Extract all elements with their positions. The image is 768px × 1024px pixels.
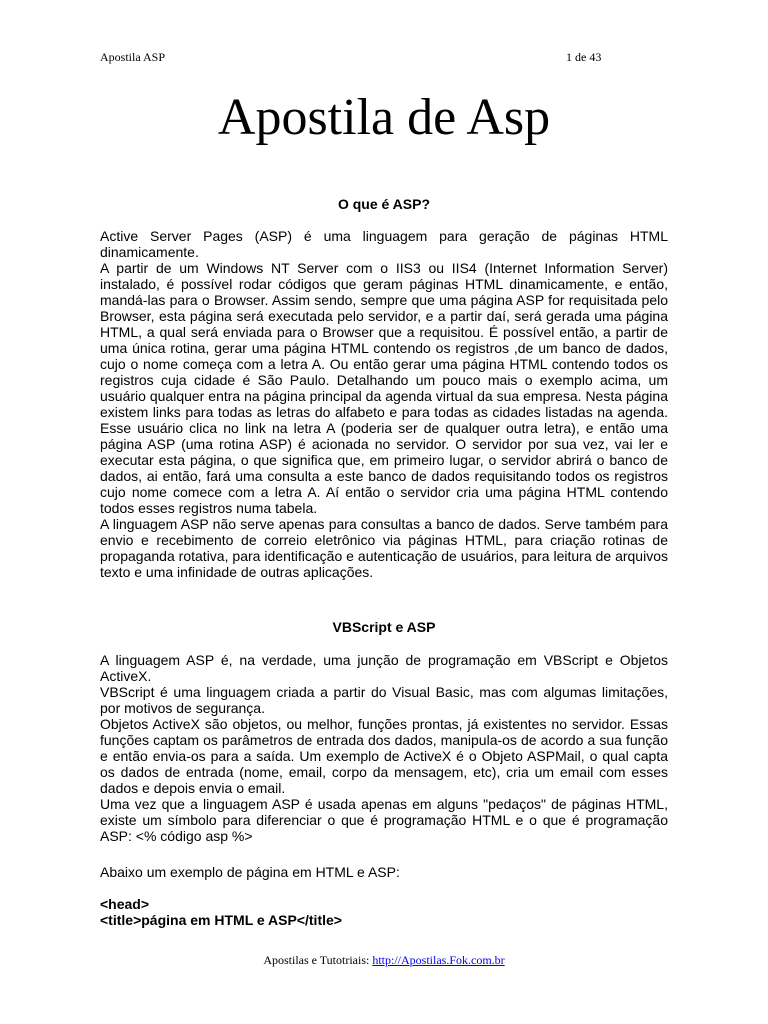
page-number: 1 de 43	[566, 50, 602, 64]
running-header-title: Apostila ASP	[100, 50, 166, 64]
paragraph: A partir de um Windows NT Server com o IIS3 ou IIS4 (Internet Information Server) instalado, é possível rodar códigos que geram páginas HTML dinamicamente, e então, mandá-las para o Browser. Assim sendo, sempre que uma página ASP for requisitada pelo Browser, esta página será executada pelo servidor, e a partir daí, será gerada uma página HTML, a qual será enviada para o Browser que a requisitou. É possível então, a partir de uma única rotina, gerar uma página HTML contendo os registros ,de um banco de dados, cujo o nome começa com a letra A. Ou então gerar uma página HTML contendo todos os registros cuja cidade é São Paulo. Detalhando um pouco mais o exemplo acima, um usuário qualquer entra na página principal da agenda virtual da sua empresa. Nesta página existem links para todas as letras do alfabeto e para todas as cidades listadas na agenda. Esse usuário clica no link na letra A (poderia ser de qualquer outra letra), e então uma página ASP (uma rotina ASP) é acionada no servidor. O servidor por sua vez, vai ler e executar esta página, o que significa que, em primeiro lugar, o servidor abrirá o banco de dados, ai então, fará uma consulta a este banco de dados requisitando todos os registros cujo nome comece com a letra A. Aí então o servidor cria uma página HTML contendo todos esses registros numa tabela.	[100, 260, 668, 516]
code-line: <head>	[100, 896, 150, 912]
paragraph: A linguagem ASP é, na verdade, uma junção de programação em VBScript e Objetos ActiveX.	[100, 652, 668, 684]
section-heading: O que é ASP?	[337, 196, 431, 212]
section-what-is-asp	[100, 196, 668, 212]
footer-text: Apostilas e Tutotriais:	[263, 953, 373, 967]
section-vbscript-asp-body	[100, 652, 668, 844]
paragraph: A linguagem ASP não serve apenas para consultas a banco de dados. Serve também para envio e recebimento de correio eletrônico via páginas HTML, para criação rotinas de propaganda rotativa, para identificação e autenticação de usuários, para leitura de arquivos texto e uma infinidade de outras aplicações.	[100, 516, 668, 580]
section-what-is-asp-body	[100, 228, 668, 580]
paragraph: Uma vez que a linguagem ASP é usada apenas em alguns "pedaços" de páginas HTML, existe um símbolo para diferenciar o que é programação HTML e o que é programação ASP: <% código asp %>	[100, 796, 668, 844]
paragraph: Active Server Pages (ASP) é uma linguagem para geração de páginas HTML dinamicamente.	[100, 228, 668, 260]
section-heading: VBScript e ASP	[332, 619, 436, 635]
section-vbscript-asp	[100, 619, 668, 635]
example-intro-block	[100, 864, 668, 880]
document-title: Apostila de Asp	[217, 89, 551, 146]
example-intro: Abaixo um exemplo de página em HTML e ASP:	[100, 864, 400, 880]
page-footer	[0, 953, 768, 968]
paragraph: Objetos ActiveX são objetos, ou melhor, funções prontas, já existentes no servidor. Essas funções captam os parâmetros de entrada dos dados, manipula-os de acordo a sua função e então envia-os para a saída. Um exemplo de ActiveX é o Objeto ASPMail, o qual capta os dados de entrada (nome, email, corpo da mensagem, etc), cria um email com esses dados e depois envia o email.	[100, 716, 668, 796]
code-example	[100, 896, 668, 928]
footer-link[interactable]: http://Apostilas.Fok.com.br	[372, 953, 505, 967]
code-line: <title>página em HTML e ASP</title>	[100, 912, 342, 928]
paragraph: VBScript é uma linguagem criada a partir do Visual Basic, mas com algumas limitações, por motivos de segurança.	[100, 684, 668, 716]
